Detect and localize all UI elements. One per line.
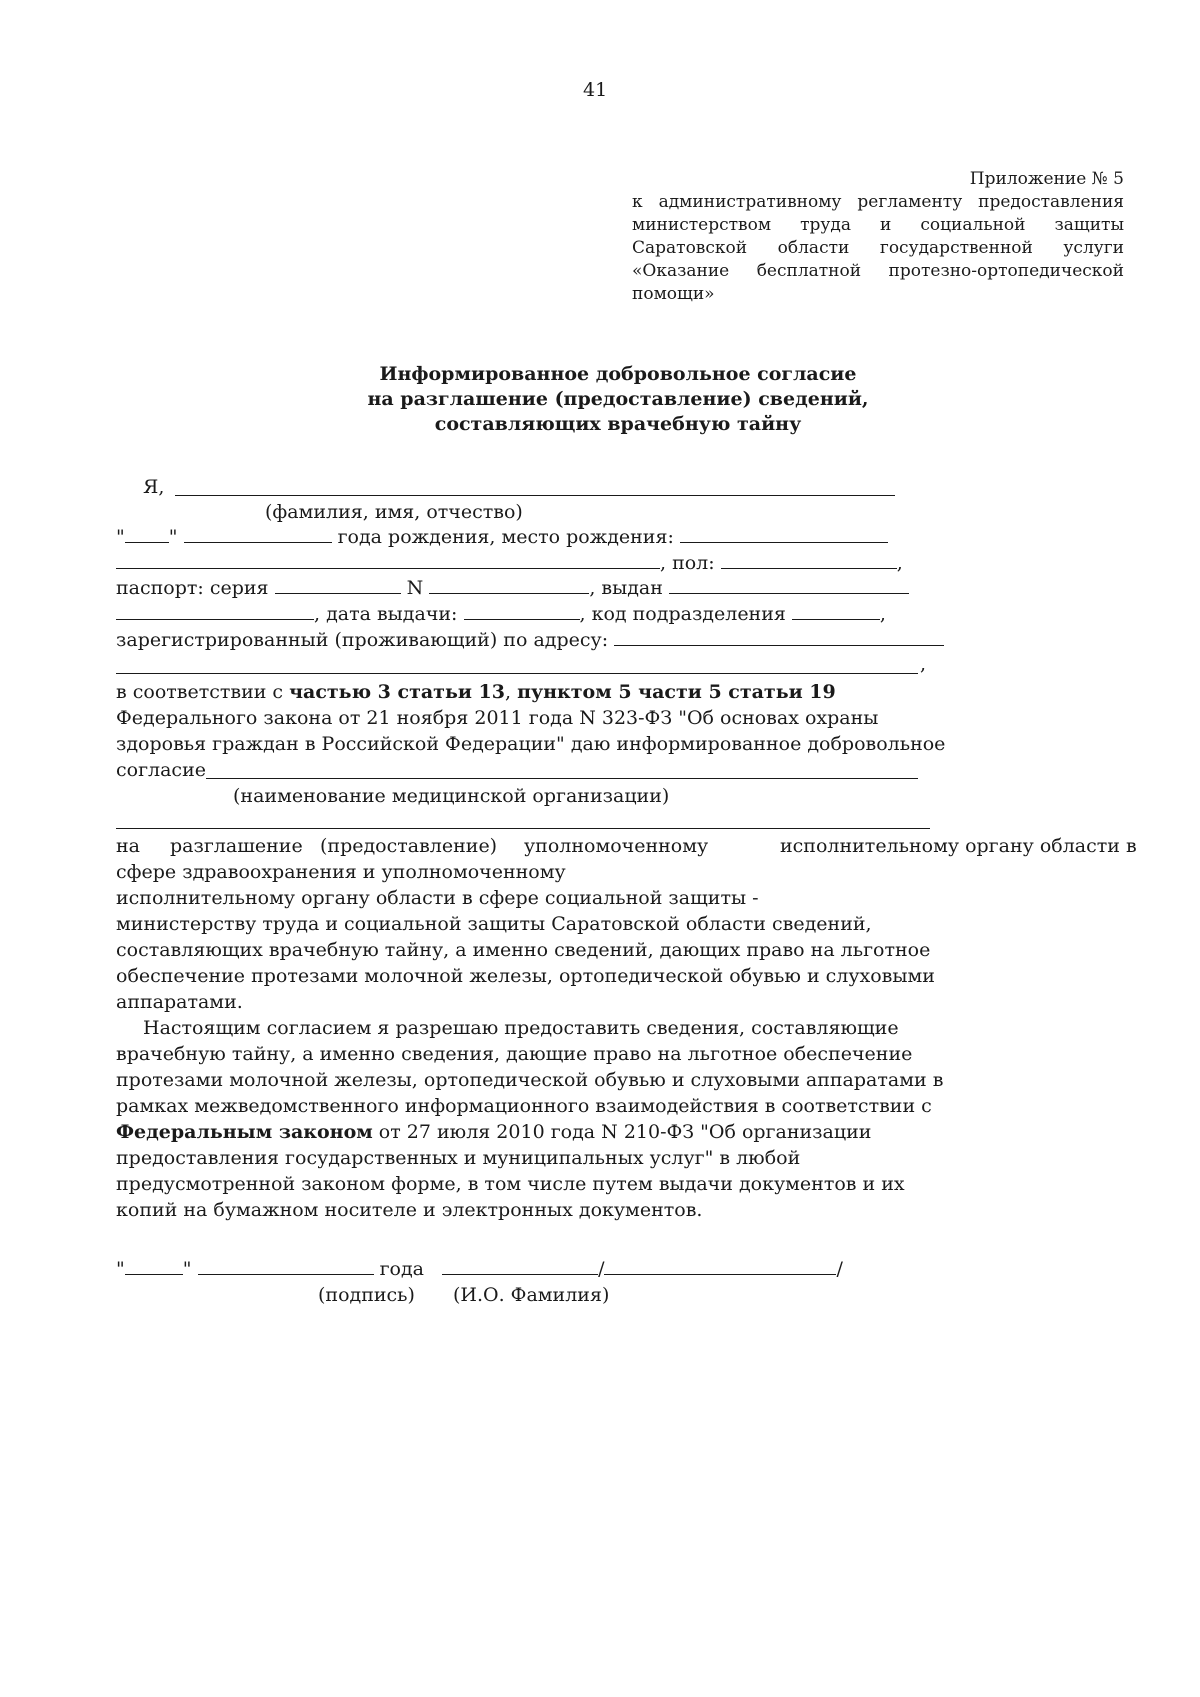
sex-line <box>116 551 903 575</box>
disclosure-word: уполномоченному <box>524 835 709 857</box>
consent-line: Федерального закона от 21 ноября 2011 года N 323-ФЗ "Об основах охраны <box>116 707 879 729</box>
address-label: зарегистрированный (проживающий) по адресу: <box>116 629 609 651</box>
quote-mark: " <box>116 1258 125 1280</box>
heading-line: Информированное добровольное согласие <box>379 363 857 385</box>
department-code-field[interactable] <box>792 602 880 620</box>
birth-line <box>116 525 888 549</box>
disclosure-line: министерству труда и социальной защиты Саратовской области сведений, <box>116 913 872 935</box>
consent-text: в соответствии с <box>116 681 284 703</box>
consent-line <box>116 680 836 704</box>
org-caption: (наименование медицинской организации) <box>233 785 670 807</box>
address-line <box>116 628 944 652</box>
department-code-label: , код подразделения <box>579 603 786 625</box>
issue-date-field[interactable] <box>464 602 580 620</box>
comma: , <box>896 552 903 574</box>
appendix-line: к административному регламенту предоставления <box>632 192 1124 212</box>
appendix-title: Приложение № 5 <box>969 169 1124 189</box>
signature-field[interactable] <box>442 1257 598 1275</box>
disclosure-line: составляющих врачебную тайну, а именно сведений, дающих право на льготное <box>116 939 931 961</box>
permission-line: предусмотренной законом форме, в том числе путем выдачи документов и их <box>116 1173 905 1195</box>
sex-field[interactable] <box>721 551 897 569</box>
full-name-caption: (И.О. Фамилия) <box>453 1284 610 1306</box>
passport-number-field[interactable] <box>429 576 589 594</box>
quote-mark: " <box>168 526 178 548</box>
permission-text: от 27 июля 2010 года N 210-ФЗ "Об организации <box>378 1121 872 1143</box>
disclosure-line: сфере здравоохранения и уполномоченному <box>116 861 566 883</box>
heading-line: составляющих врачебную тайну <box>434 413 802 435</box>
disclosure-line: обеспечение протезами молочной железы, ортопедической обувью и слуховыми <box>116 965 935 987</box>
appendix-line: Саратовской области государственной услуги <box>632 238 1124 258</box>
disclosure-word: разглашение <box>170 835 303 857</box>
permission-line: Настоящим согласием я разрешаю предоставить сведения, составляющие <box>143 1017 899 1039</box>
disclosure-word: на <box>116 835 140 857</box>
year-label: года <box>379 1258 425 1280</box>
birth-place-field[interactable] <box>680 525 888 543</box>
permission-line: копий на бумажном носителе и электронных документов. <box>116 1199 703 1221</box>
passport-number-label: N <box>406 577 424 599</box>
fio-caption: (фамилия, имя, отчество) <box>265 501 523 523</box>
sex-label: , пол: <box>660 552 715 574</box>
birth-month-year-field[interactable] <box>184 525 332 543</box>
permission-line <box>116 1120 871 1144</box>
medical-organization-field[interactable] <box>206 778 918 779</box>
appendix-line: помощи» <box>632 284 715 304</box>
slash: / <box>836 1258 843 1280</box>
law-reference: частью 3 статьи 13 <box>289 681 505 703</box>
disclosure-word: (предоставление) <box>320 835 498 857</box>
appendix-line: «Оказание бесплатной протезно-ортопедической <box>632 261 1124 281</box>
heading-line: на разглашение (предоставление) сведений, <box>367 388 869 410</box>
comma: , <box>920 653 927 675</box>
permission-line: протезами молочной железы, ортопедической обувью и слуховыми аппаратами в <box>116 1069 944 1091</box>
full-name-field[interactable] <box>604 1257 836 1275</box>
signature-caption: (подпись) <box>318 1284 415 1306</box>
disclosure-word: исполнительному органу области в <box>780 835 1137 857</box>
passport-label: паспорт: серия <box>116 577 269 599</box>
consent-line: согласие <box>116 759 206 781</box>
law-reference: пунктом 5 части 5 статьи 19 <box>517 681 836 703</box>
sign-day-field[interactable] <box>125 1257 183 1275</box>
appendix-line: министерством труда и социальной защиты <box>632 215 1124 235</box>
permission-line: предоставления государственных и муниципальных услуг" в любой <box>116 1147 801 1169</box>
issue-date-label: , дата выдачи: <box>314 603 458 625</box>
sign-month-year-field[interactable] <box>198 1257 374 1275</box>
quote-mark: " <box>182 1258 192 1280</box>
birth-label: года рождения, место рождения: <box>337 526 674 548</box>
disclosure-line: аппаратами. <box>116 991 243 1013</box>
comma: , <box>504 681 512 703</box>
birth-day-field[interactable] <box>125 525 169 543</box>
medical-organization-continuation-field[interactable] <box>116 828 930 829</box>
ya-label: Я, <box>143 476 165 498</box>
slash: / <box>598 1258 605 1280</box>
page-number: 41 <box>583 79 608 101</box>
comma: , <box>879 603 886 625</box>
birth-place-continuation-field[interactable] <box>116 551 660 569</box>
issue-date-line <box>116 602 886 626</box>
quote-mark: " <box>116 526 125 548</box>
issued-by-continuation-field[interactable] <box>116 602 314 620</box>
passport-line <box>116 576 909 600</box>
disclosure-line: исполнительному органу области в сфере социальной защиты - <box>116 887 759 909</box>
fio-field[interactable] <box>175 495 895 496</box>
consent-line: здоровья граждан в Российской Федерации" даю информированное добровольное <box>116 733 946 755</box>
address-continuation-field[interactable] <box>116 673 918 674</box>
permission-line: врачебную тайну, а именно сведения, дающие право на льготное обеспечение <box>116 1043 913 1065</box>
issued-by-label: , выдан <box>589 577 663 599</box>
issued-by-field[interactable] <box>669 576 909 594</box>
permission-line: рамках межведомственного информационного взаимодействия в соответствии с <box>116 1095 932 1117</box>
passport-series-field[interactable] <box>275 576 401 594</box>
signature-line <box>116 1257 843 1281</box>
address-field[interactable] <box>614 628 944 646</box>
law-reference: Федеральным законом <box>116 1121 373 1143</box>
